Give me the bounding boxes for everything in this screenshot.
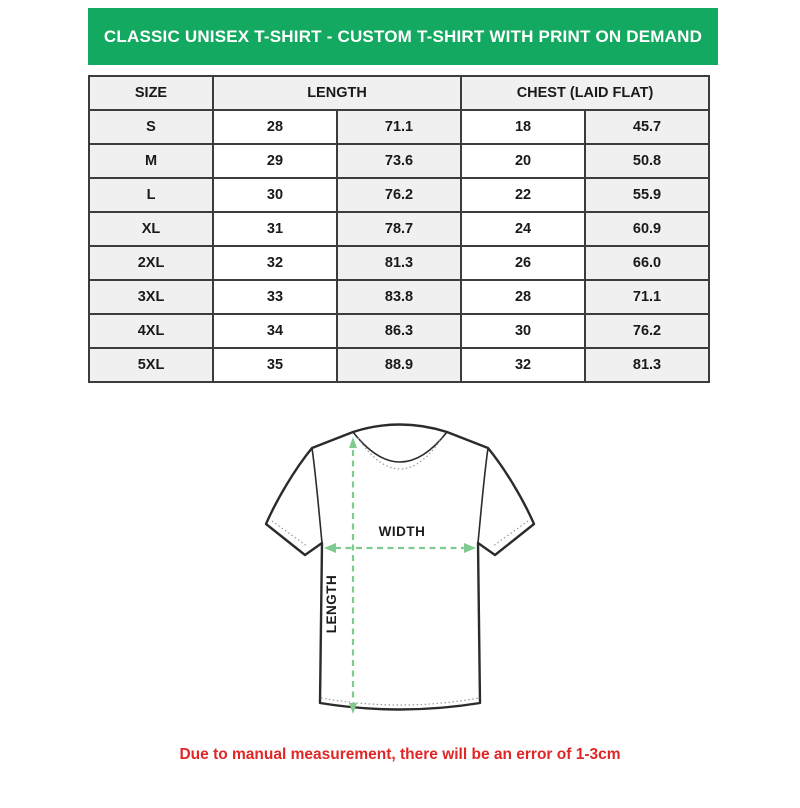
size-table (88, 75, 710, 383)
chest-in-cell: 24 (461, 212, 585, 246)
length-in-cell: 31 (213, 212, 337, 246)
table-row (89, 178, 709, 212)
length-cm-cell: 78.7 (337, 212, 461, 246)
length-cm-cell: 86.3 (337, 314, 461, 348)
chest-in-cell: 22 (461, 178, 585, 212)
length-in-cell: 32 (213, 246, 337, 280)
length-in-cell: 34 (213, 314, 337, 348)
tshirt-measurement-diagram (0, 414, 800, 727)
page-title: CLASSIC UNISEX T-SHIRT - CUSTOM T-SHIRT WITH PRINT ON DEMAND (103, 26, 703, 46)
col-header-length: LENGTH (213, 76, 461, 110)
measurement-disclaimer: Due to manual measurement, there will be an error of 1-3cm (179, 746, 621, 763)
size-cell: M (89, 144, 213, 178)
table-row (89, 144, 709, 178)
chest-cm-cell: 81.3 (585, 348, 709, 382)
length-in-cell: 35 (213, 348, 337, 382)
table-header-row (89, 76, 709, 110)
chest-cm-cell: 76.2 (585, 314, 709, 348)
chest-cm-cell: 60.9 (585, 212, 709, 246)
table-row (89, 314, 709, 348)
chest-in-cell: 20 (461, 144, 585, 178)
chest-in-cell: 18 (461, 110, 585, 144)
table-row (89, 212, 709, 246)
size-cell: 4XL (89, 314, 213, 348)
length-in-cell: 33 (213, 280, 337, 314)
title-banner (88, 8, 718, 65)
chest-in-cell: 28 (461, 280, 585, 314)
chest-cm-cell: 55.9 (585, 178, 709, 212)
length-label: LENGTH (324, 574, 339, 634)
col-header-size: SIZE (89, 76, 213, 110)
chest-in-cell: 30 (461, 314, 585, 348)
table-row (89, 280, 709, 314)
size-cell: L (89, 178, 213, 212)
size-cell: 2XL (89, 246, 213, 280)
size-cell: 3XL (89, 280, 213, 314)
table-row (89, 110, 709, 144)
size-cell: XL (89, 212, 213, 246)
length-cm-cell: 73.6 (337, 144, 461, 178)
chest-in-cell: 32 (461, 348, 585, 382)
length-cm-cell: 88.9 (337, 348, 461, 382)
chest-cm-cell: 66.0 (585, 246, 709, 280)
chest-cm-cell: 50.8 (585, 144, 709, 178)
length-in-cell: 29 (213, 144, 337, 178)
length-cm-cell: 76.2 (337, 178, 461, 212)
length-in-cell: 30 (213, 178, 337, 212)
table-row (89, 348, 709, 382)
width-label: WIDTH (378, 524, 426, 539)
size-cell: S (89, 110, 213, 144)
length-in-cell: 28 (213, 110, 337, 144)
col-header-chest: CHEST (LAID FLAT) (461, 76, 709, 110)
length-cm-cell: 81.3 (337, 246, 461, 280)
length-cm-cell: 71.1 (337, 110, 461, 144)
chest-cm-cell: 71.1 (585, 280, 709, 314)
size-cell: 5XL (89, 348, 213, 382)
table-row (89, 246, 709, 280)
chest-cm-cell: 45.7 (585, 110, 709, 144)
length-cm-cell: 83.8 (337, 280, 461, 314)
tshirt-drawing-icon (255, 414, 545, 727)
chest-in-cell: 26 (461, 246, 585, 280)
